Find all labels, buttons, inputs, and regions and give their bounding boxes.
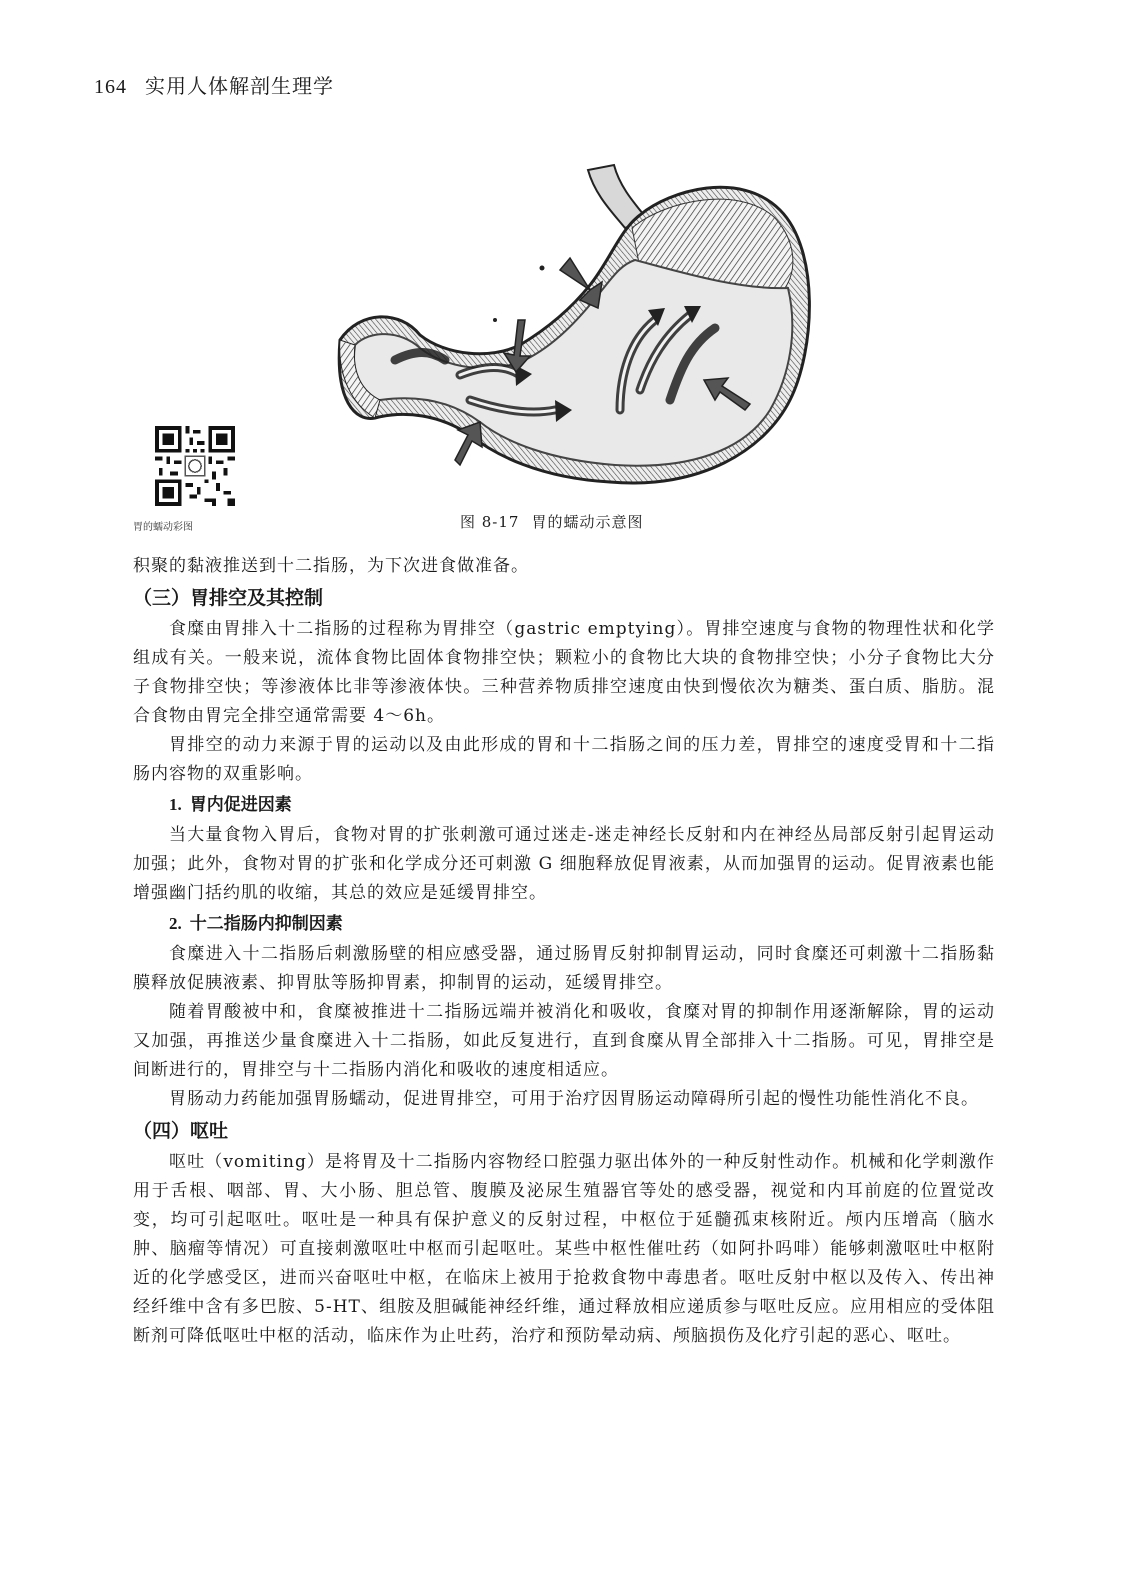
main-text: [133, 552, 995, 1351]
book-title: 实用人体解剖生理学: [145, 74, 334, 98]
qr-caption: 胃的蠕动彩图: [133, 522, 193, 533]
subsection-heading: [169, 789, 995, 821]
section-heading: （四）呕吐: [133, 1120, 229, 1142]
paragraph: 随着胃酸被中和，食糜被推进十二指肠远端并被消化和吸收，食糜对胃的抑制作用逐渐解除，胃的运动又加强，再推送少量食糜进入十二指肠，如此反复进行，直到食糜从胃全部排入十二指肠。可见，胃排空是间断进行的，胃排空与十二指肠内消化和吸收的速度相适应。: [133, 1002, 995, 1080]
figure-number: 图 8-17: [460, 513, 520, 531]
figure-caption: [460, 511, 643, 532]
paragraph: 胃肠动力药能加强胃肠蠕动，促进胃排空，可用于治疗因胃肠运动障碍所引起的慢性功能性消化不良。: [169, 1089, 979, 1109]
subsection-heading: [169, 908, 995, 940]
stomach-peristalsis-illustration: [320, 160, 830, 505]
paragraph: 当大量食物入胃后，食物对胃的扩张刺激可通过迷走-迷走神经长反射和内在神经丛局部反射引起胃运动加强；此外，食物对胃的扩张和化学成分还可刺激 G 细胞释放促胃液素，从而加强胃的运动。促胃液素也能增强幽门括约肌的收缩，其总的效应是延缓胃排空。: [133, 825, 995, 903]
subsection-number: 1.: [169, 795, 182, 814]
subsection-number: 2.: [169, 914, 182, 933]
paragraph: 呕吐（vomiting）是将胃及十二指肠内容物经口腔强力驱出体外的一种反射性动作。机械和化学刺激作用于舌根、咽部、胃、大小肠、胆总管、腹膜及泌尿生殖器官等处的感受器，视觉和内耳前庭的位置觉改变，均可引起呕吐。呕吐是一种具有保护意义的反射过程，中枢位于延髓孤束核附近。颅内压增高（脑水肿、脑瘤等情况）可直接刺激呕吐中枢而引起呕吐。某些中枢性催吐药（如阿扑吗啡）能够刺激呕吐中枢附近的化学感受区，进而兴奋呕吐中枢，在临床上被用于抢救食物中毒患者。呕吐反射中枢以及传入、传出神经纤维中含有多巴胺、5-HT、组胺及胆碱能神经纤维，通过释放相应递质参与呕吐反应。应用相应的受体阻断剂可降低呕吐中枢的活动，临床作为止吐药，治疗和预防晕动病、颅脑损伤及化疗引起的恶心、呕吐。: [133, 1152, 995, 1346]
running-header: [94, 70, 334, 99]
qr-code-image[interactable]: [155, 426, 235, 506]
subsection-title: 胃内促进因素: [189, 795, 292, 815]
page-number: 164: [94, 76, 127, 98]
paragraph: 胃排空的动力来源于胃的运动以及由此形成的胃和十二指肠之间的压力差，胃排空的速度受胃和十二指肠内容物的双重影响。: [133, 735, 995, 784]
subsection-title: 十二指肠内抑制因素: [189, 914, 343, 934]
paragraph: 食糜由胃排入十二指肠的过程称为胃排空（gastric emptying）。胃排空速度与食物的物理性状和化学组成有关。一般来说，流体食物比固体食物排空快；颗粒小的食物比大块的食物排空快；小分子食物比大分子食物排空快；等渗液体比非等渗液体快。三种营养物质排空速度由快到慢依次为糖类、蛋白质、脂肪。混合食物由胃完全排空通常需要 4～6h。: [133, 619, 995, 726]
figure-title: 胃的蠕动示意图: [531, 513, 644, 531]
section-heading: （三）胃排空及其控制: [133, 587, 324, 609]
paragraph: 食糜进入十二指肠后刺激肠壁的相应感受器，通过肠胃反射抑制胃运动，同时食糜还可刺激十二指肠黏膜释放促胰液素、抑胃肽等肠抑胃素，抑制胃的运动，延缓胃排空。: [133, 944, 995, 993]
paragraph: 积聚的黏液推送到十二指肠，为下次进食做准备。: [133, 556, 529, 576]
